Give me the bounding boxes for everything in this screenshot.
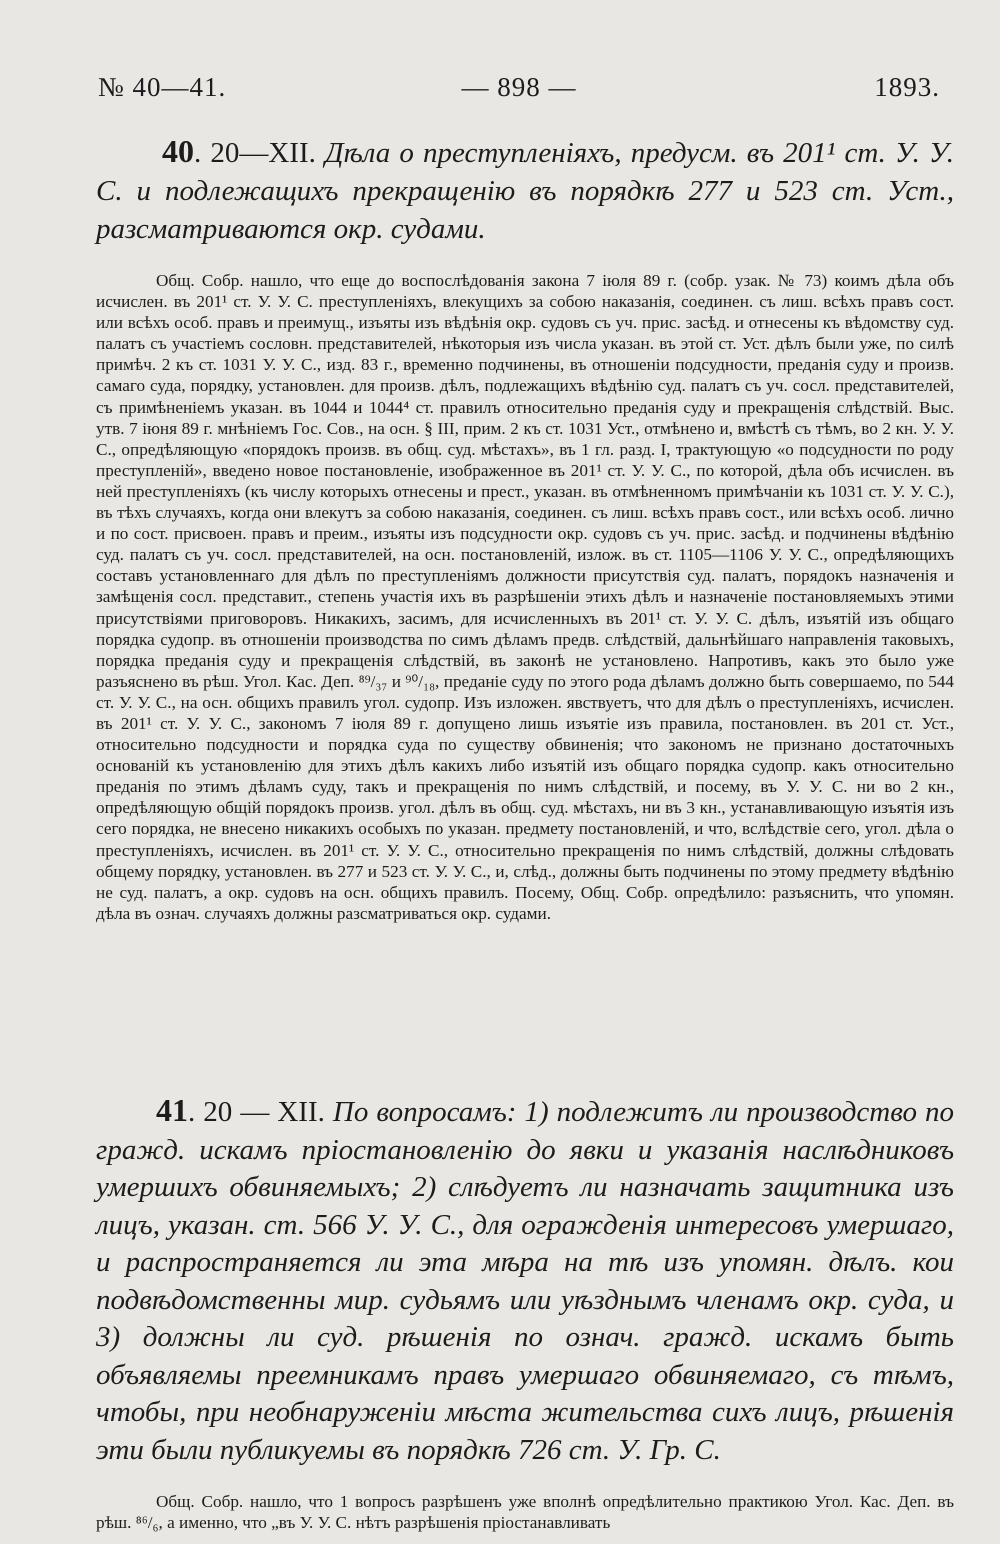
- entry-heading: [96, 1092, 954, 1469]
- entry-title: Дѣла о преступленіяхъ, предусм. въ 201¹ ст. У. У. С. и подлежащихъ прекращенію въ порядкѣ 277 и 523 ст. Уст., разсматриваются окр. судами.: [96, 137, 954, 245]
- entry-41: [96, 1092, 954, 1533]
- entry-heading: [96, 132, 954, 248]
- entry-title: По вопросамъ: 1) подлежитъ ли производство по гражд. искамъ пріостановленію до явки и указанія наслѣдниковъ умершихъ обвиняемыхъ; 2) слѣдуетъ ли назначать защитника изъ лицъ, указан. ст. 566 У. У. С., для огражденія интересовъ умершаго, и распространяется ли эта мѣра на тѣ изъ упомян. дѣлъ. кои подвѣдомственны мир. судьямъ или уѣзднымъ членамъ окр. суда, и 3) должны ли суд. рѣшенія по означ. гражд. искамъ быть объявляемы преемникамъ правъ умершаго обвиняемаго, съ тѣмъ, чтобы, при необнаруженіи мѣста жительства сихъ лицъ, рѣшенія эти были публикуемы въ порядкѣ 726 ст. У. Гр. С.: [96, 1096, 954, 1466]
- entry-body: Общ. Собр. нашло, что еще до воспослѣдованія закона 7 іюля 89 г. (собр. узак. № 73) коимъ дѣла объ исчислен. въ 201¹ ст. У. У. С. преступленіяхъ, влекущихъ за собою наказанія, соединен. съ лиш. всѣхъ правъ сост. или всѣхъ особ. правъ и преимущ., изъяты изъ вѣдѣнія окр. судовъ съ уч. прис. засѣд. и отнесены къ вѣдомству суд. палатъ съ участіемъ сословн. представителей, нѣкоторыя изъ числа указан. въ этой ст. Уст. дѣлъ были уже, по силѣ примѣч. 2 къ ст. 1031 У. У. С., изд. 83 г., временно подчинены, въ отношеніи подсудности, преданія суду и произв. самаго суда, порядку, установлен. для произв. дѣлъ, подлежащихъ вѣдѣнію суд. палатъ съ уч. сосл. представителей, съ примѣненіемъ указан. въ 1044 и 1044⁴ ст. правилъ относительно преданія суду и прекращенія слѣдствій. Выс. утв. 7 іюня 89 г. мнѣніемъ Гос. Сов., на осн. § III, прим. 2 къ ст. 1031 Уст., отмѣнено и, вмѣстѣ съ тѣмъ, во 2 кн. У. У. С., опредѣляющую «порядокъ произв. въ общ. суд. мѣстахъ», въ 1 гл. разд. I, трактующую «о подсудности по роду преступленій», введено новое постановленіе, изображенное въ 201¹ ст. У. У. С., по которой, дѣла объ исчислен. въ ней преступленіяхъ (къ числу которыхъ отнесены и прест., указан. въ отмѣненномъ примѣчаніи къ 1031 ст. У. У. С.), въ тѣхъ случаяхъ, когда они влекутъ за собою наказанія, соединен. съ лиш. всѣхъ правъ сост., или всѣхъ особ. лично и по сост. присвоен. правъ и преим., изъяты изъ подсудности окр. судовъ съ уч. прис. засѣд. и подчинены вѣдѣнію суд. палатъ съ уч. сосл. представителей, на осн. постановленій, излож. въ ст. 1105—1106 У. У. С., опредѣляющихъ составъ установленнаго для дѣлъ по преступленіямъ должности присутствія суд. палатъ, порядокъ назначенія и замѣщенія сосл. представит., степень участія ихъ въ разрѣшеніи этихъ дѣлъ и назначеніе постановляемыхъ этими присутствіями приговоровъ. Никакихъ, засимъ, для исчисленныхъ въ 201¹ ст. У. У. С. дѣлъ, изъятій изъ общаго порядка судопр. въ отношеніи производства по симъ дѣламъ предв. слѣдствій, дальнѣйшаго направленія таковыхъ, порядка преданія суду и прекращенія слѣдствій, въ законѣ не установлено. Напротивъ, какъ это было уже разъяснено въ рѣш. Угол. Кас. Деп. ⁸⁹/₃₇ и ⁹⁰/₁₈, преданіе суду по этого рода дѣламъ должно быть совершаемо, по 544 ст. У. У. С., на осн. общихъ правилъ угол. судопр. Изъ изложен. явствуетъ, что для дѣлъ о преступленіяхъ, исчислен. въ 201¹ ст. У. У. С., закономъ 7 іюля 89 г. допущено лишь изъятіе изъ правила, постановлен. въ 201 ст. Уст., относительно подсудности и порядка суда по существу обвиненія; что закономъ не признано достаточныхъ основаній къ установленію для этихъ дѣлъ какихъ либо изъятій изъ общаго порядка судопр. какъ относительно преданія по этимъ дѣламъ суду, такъ и прекращенія по нимъ слѣдствій, и посему, въ У. У. С. ни во 2 кн., опредѣляющую общій порядокъ произв. угол. дѣлъ въ общ. суд. мѣстахъ, ни въ 3 кн., устанавливающую изъятія изъ сего порядка, не внесено никакихъ особыхъ по указан. предмету постановленій, и что, вслѣдствіе сего, угол. дѣла о преступленіяхъ, исчислен. въ 201¹ ст. У. У. С., относительно прекращенія по нимъ слѣдствій, должны слѣдовать общему порядку, установлен. въ 277 и 523 ст. У. У. С., и, слѣд., должны быть подчинены по этому предмету вѣдѣнію не суд. палатъ, а окр. судовъ на осн. общихъ правилъ. Посему, Общ. Собр. опредѣлило: разъяснить, что упомян. дѣла въ означ. случаяхъ должны разсматриваться окр. судами.: [96, 271, 954, 923]
- page-header: [98, 72, 940, 112]
- issue-number: № 40—41.: [98, 72, 227, 102]
- entry-40: [96, 132, 954, 924]
- entry-body: Общ. Собр. нашло, что 1 вопросъ разрѣшенъ уже вполнѣ опредѣлительно практикою Угол. Кас. Деп. въ рѣш. ⁸⁶/₆, а именно, что „въ У. У. С. нѣтъ разрѣшенія пріостанавливать: [96, 1492, 954, 1533]
- year: 1893.: [874, 72, 940, 102]
- entry-date: . 20 — XII.: [188, 1096, 333, 1128]
- entry-date: . 20—XII.: [194, 137, 325, 169]
- entry-number: 41: [156, 1092, 188, 1128]
- entry-number: 40: [162, 133, 194, 169]
- page-number: — 898 —: [461, 72, 577, 102]
